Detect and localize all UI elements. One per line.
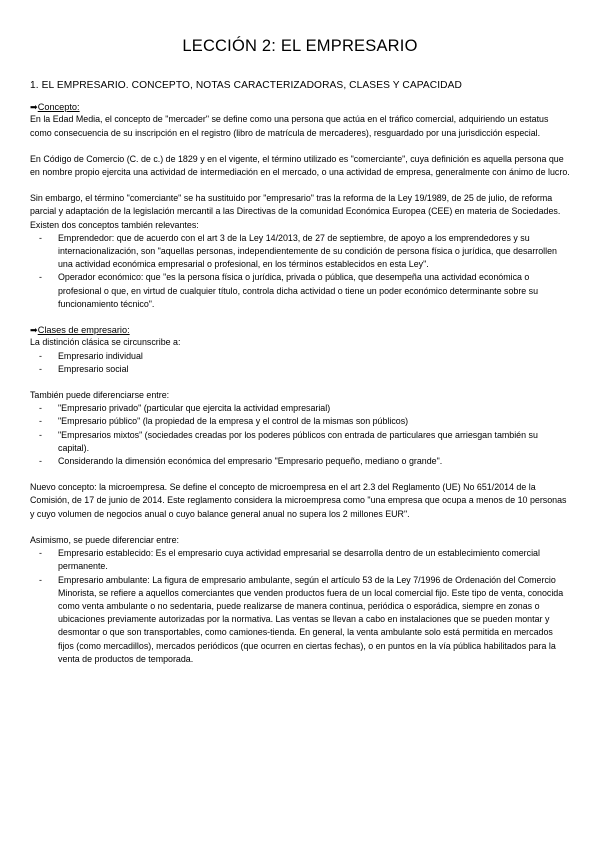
arrow-right-icon: ➡ <box>30 325 38 336</box>
concepto-heading-text: Concepto: <box>37 102 80 112</box>
list-item: - "Empresarios mixtos" (sociedades creadas por los poderes públicos con entrada de particulares que arriesgan también su capital). <box>39 429 538 453</box>
list-item: - "Empresario privado" (particular que ejercita la actividad empresarial) <box>39 403 331 414</box>
paragraph: En Código de Comercio (C. de c.) de 1829 y en el vigente, el término utilizado es "comerciante", cuya definición es aquella persona que en nombre propio ejercita una actividad de intermediación en el mercado, o una actividad de empresa, generalmente con ánimo de lucro. <box>30 153 570 178</box>
clases-list-2 <box>30 402 570 468</box>
concepto-heading <box>30 101 570 113</box>
clases-list-3 <box>30 547 570 666</box>
list-item: - Empresario ambulante: La figura de empresario ambulante, según el artículo 53 de la Ley 7/1996 de Ordenación del Comercio Minorista, se refiere a aquellos comerciantes que venden productos fuera de un local comercial fijo. Este tipo de venta, conocida como venta ambulante o no sedentaria, puede realizarse de manera continua, periódica o esporádica, siempre en zonas o ubicaciones previamente autorizadas por la normativa. Las ventas se llevan a cabo en instalaciones que se pueden montar y desmontar o que son transportables, como camiones-tienda. En general, la venta ambulante solo está permitida en mercados fijos (como mercadillos), mercados periódicos (que ocurren en ciertas fechas), o en puntos en la vía pública habilitados para la venta de productos de temporada. <box>39 574 564 664</box>
section-heading: 1. EL EMPRESARIO. CONCEPTO, NOTAS CARACTERIZADORAS, CLASES Y CAPACIDAD <box>30 80 462 91</box>
paragraph: Nuevo concepto: la microempresa. Se define el concepto de microempresa en el art 2.3 del Reglamento (UE) No 651/2014 de la Comisión, de 17 de junio de 2014. Este reglamento considera la microempresa como "una empresa que ocupa a menos de 10 personas y cuyo volumen de negocios anual o cuyo balance general anual no supera los 2 millones EUR". <box>30 482 567 519</box>
clases-list-1 <box>30 350 570 376</box>
paragraph: La distinción clásica se circunscribe a: <box>30 337 181 348</box>
paragraph: Asimismo, se puede diferenciar entre: <box>30 534 179 545</box>
paragraph: Sin embargo, el término "comerciante" se ha sustituido por "empresario" tras la reforma de la Ley 19/1989, de 25 de julio, de reforma parcial y adaptación de la legislación mercantil a las Directivas de la comunidad Económica Europea (CEE) en materia de Sociedades. <box>30 193 561 217</box>
clases-heading <box>30 324 570 336</box>
list-item: - Empresario establecido: Es el empresario cuya actividad empresarial se desarrolla dentro de un establecimiento comercial permanente. <box>39 548 540 572</box>
list-item: - Empresario social <box>39 363 129 374</box>
paragraph: También puede diferenciarse entre: <box>30 390 170 401</box>
list-item: - Considerando la dimensión económica del empresario "Empresario pequeño, mediano o grande". <box>39 456 443 467</box>
arrow-right-icon: ➡ <box>30 102 38 112</box>
list-item: - Emprendedor: que de acuerdo con el art 3 de la Ley 14/2013, de 27 de septiembre, de apoyo a los emprendedores y su internacionalización, son "aquellas personas, independientemente de su condición de persona física o jurídica, que desarrollen una actividad económica empresarial o profesional, en los términos establecidos en esta Ley". <box>39 232 557 270</box>
paragraph: En la Edad Media, el concepto de "mercader" se define como una persona que actúa en el tráfico comercial, adquiriendo un estatus como consecuencia de su inscripción en el registro (libro de matrícula de mercaderes), resguardado por una jurisdicción especial. <box>30 114 549 138</box>
list-item: - Operador económico: que "es la persona física o jurídica, privada o pública, que desempeña una actividad económica o profesional o que, en virtud de cualquier título, controla dicha actividad o tiene un poder económico determinante sobre su funcionamiento técnico". <box>39 272 539 309</box>
list-item: - "Empresario público" (la propiedad de la empresa y el control de la mismas son públicos) <box>39 416 409 427</box>
paragraph: Existen dos conceptos también relevantes: <box>30 219 199 230</box>
list-item: - Empresario individual <box>39 350 143 361</box>
page-title: LECCIÓN 2: EL EMPRESARIO <box>182 37 418 55</box>
clases-heading-text: Clases de empresario: <box>37 325 130 336</box>
concepto-list <box>30 232 570 311</box>
